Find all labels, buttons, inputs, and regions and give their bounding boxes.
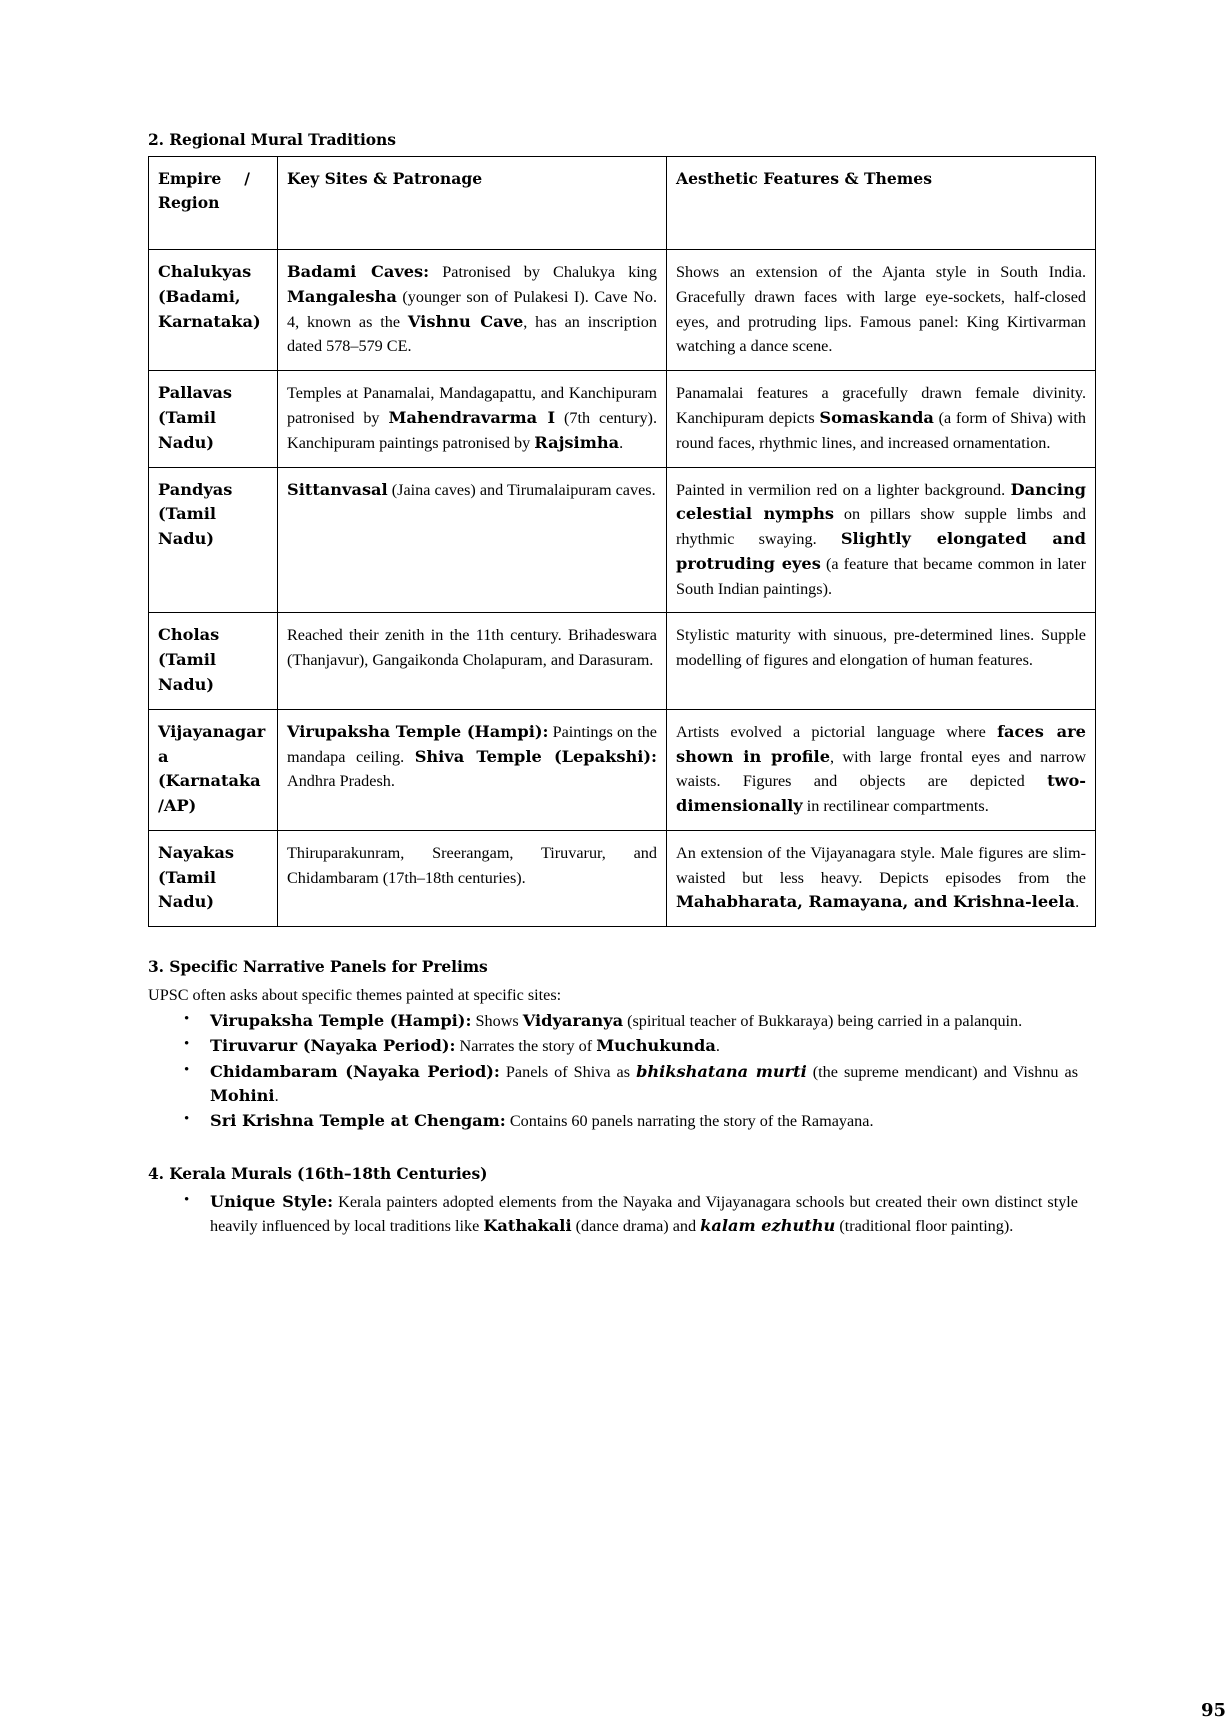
- list-item: • Unique Style: Kerala painters adopted elements from the Nayaka and Vijayanagara schools but created their own distinct style heavily influenced by local traditions like Kathakali (dance drama) and kalam ezhuthu (traditional floor painting).: [148, 1190, 1078, 1239]
- table-row: [149, 467, 1096, 613]
- section-4-heading: 4. Kerala Murals (16th–18th Centuries): [148, 1163, 488, 1183]
- table-header: [149, 157, 1096, 250]
- cell-aesthetic-features: Artists evolved a pictorial language where faces are shown in profile, with large frontal eyes and narrow waists. Figures and objects are depicted two-dimensionally in rectilinear compartments.: [667, 709, 1096, 830]
- section-3-bullet-list: [148, 1009, 1078, 1133]
- cell-region: Nayakas (Tamil Nadu): [149, 830, 278, 926]
- table-row: [149, 371, 1096, 467]
- page-content: [148, 130, 1226, 1721]
- cell-aesthetic-features: Stylistic maturity with sinuous, pre-determined lines. Supple modelling of figures and elongation of human features.: [667, 613, 1096, 709]
- cell-region: Cholas (Tamil Nadu): [149, 613, 278, 709]
- cell-key-sites: Thiruparakunram, Sreerangam, Tiruvarur, and Chidambaram (17th–18th centuries).: [278, 830, 667, 926]
- section-4-bullet-list: [148, 1190, 1078, 1239]
- table-row: [149, 709, 1096, 830]
- table-row: [149, 250, 1096, 371]
- cell-key-sites: Temples at Panamalai, Mandagapattu, and Kanchipuram patronised by Mahendravarma I (7th century). Kanchipuram paintings patronised by Rajsimha.: [278, 371, 667, 467]
- column-header-region-line2: Region: [158, 193, 220, 213]
- cell-key-sites: Badami Caves: Patronised by Chalukya king Mangalesha (younger son of Pulakesi I). Cave No. 4, known as the Vishnu Cave, has an inscription dated 578–579 CE.: [278, 250, 667, 371]
- cell-aesthetic-features: Panamalai features a gracefully drawn female divinity. Kanchipuram depicts Somaskanda (a form of Shiva) with round faces, rhythmic lines, and increased ornamentation.: [667, 371, 1096, 467]
- list-item: • Virupaksha Temple (Hampi): Shows Vidyaranya (spiritual teacher of Bukkaraya) being carried in a palanquin.: [148, 1009, 1078, 1033]
- cell-key-sites: Virupaksha Temple (Hampi): Paintings on the mandapa ceiling. Shiva Temple (Lepakshi): Andhra Pradesh.: [278, 709, 667, 830]
- page-number: 95: [1200, 1700, 1226, 1721]
- table-header-row: [149, 157, 1096, 250]
- cell-key-sites: Reached their zenith in the 11th century. Brihadeswara (Thanjavur), Gangaikonda Cholapuram, and Darasuram.: [278, 613, 667, 709]
- list-item: • Sri Krishna Temple at Chengam: Contains 60 panels narrating the story of the Ramayana.: [148, 1109, 1078, 1133]
- column-header-aesthetic-features: Aesthetic Features & Themes: [667, 157, 1096, 250]
- list-item: • Tiruvarur (Nayaka Period): Narrates the story of Muchukunda.: [148, 1034, 1078, 1058]
- table-row: [149, 613, 1096, 709]
- section-3-heading: 3. Specific Narrative Panels for Prelims: [148, 957, 488, 977]
- cell-aesthetic-features: Painted in vermilion red on a lighter background. Dancing celestial nymphs on pillars show supple limbs and rhythmic swaying. Slightly elongated and protruding eyes (a feature that became common in later South Indian paintings).: [667, 467, 1096, 613]
- cell-region: Pallavas (Tamil Nadu): [149, 371, 278, 467]
- column-header-region: [149, 157, 278, 250]
- cell-aesthetic-features: Shows an extension of the Ajanta style in South India. Gracefully drawn faces with large eye-sockets, half-closed eyes, and protruding lips. Famous panel: King Kirtivarman watching a dance scene.: [667, 250, 1096, 371]
- section-2-heading: 2. Regional Mural Traditions: [148, 130, 396, 149]
- list-item: • Chidambaram (Nayaka Period): Panels of Shiva as bhikshatana murti (the supreme mendicant) and Vishnu as Mohini.: [148, 1060, 1078, 1109]
- cell-key-sites: Sittanvasal (Jaina caves) and Tirumalaipuram caves.: [278, 467, 667, 613]
- column-header-region-line1: Empire /: [158, 169, 250, 189]
- cell-aesthetic-features: An extension of the Vijayanagara style. Male figures are slim-waisted but less heavy. Depicts episodes from the Mahabharata, Ramayana, and Krishna-leela.: [667, 830, 1096, 926]
- cell-region: Chalukyas (Badami, Karnataka): [149, 250, 278, 371]
- cell-region: Pandyas (Tamil Nadu): [149, 467, 278, 613]
- regional-mural-traditions-table: [148, 156, 1096, 927]
- cell-region: Vijayanagara (Karnataka /AP): [149, 709, 278, 830]
- table-body: [149, 250, 1096, 927]
- table-row: [149, 830, 1096, 926]
- section-3-intro: UPSC often asks about specific themes painted at specific sites:: [148, 985, 562, 1004]
- column-header-key-sites: Key Sites & Patronage: [278, 157, 667, 250]
